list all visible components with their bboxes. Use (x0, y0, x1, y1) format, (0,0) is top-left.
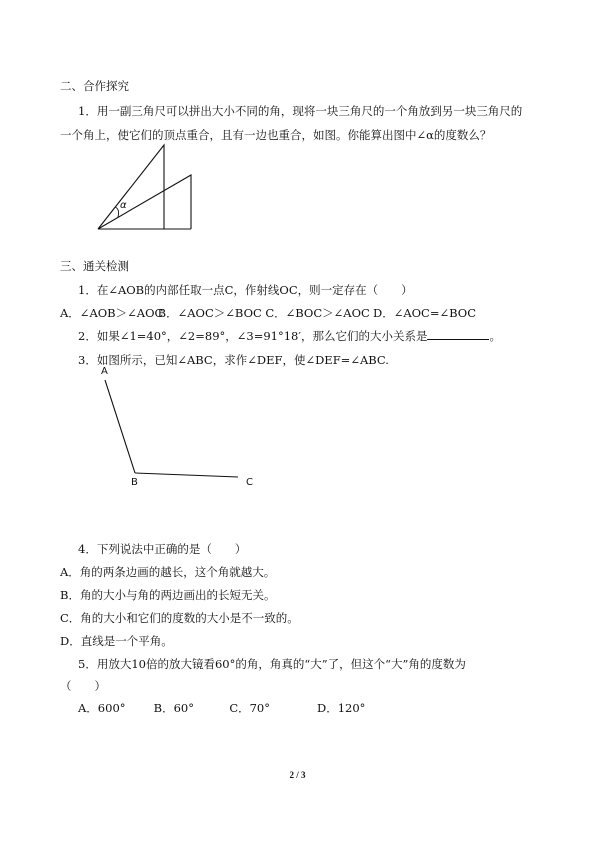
angle-alpha-arc (115, 207, 119, 217)
section-2-q1-line2: 一个角上，使它们的顶点重合，且有一边也重合，如图。你能算出图中∠α的度数么？ (60, 128, 492, 142)
point-c-label: C (246, 477, 253, 488)
q1-option-d: D．∠AOC=∠BOC (372, 306, 477, 320)
section-3-q5-line1: 5．用放大10倍的放大镜看60°的角，角真的“大”了，但这个“大”角的度数为 (78, 657, 466, 671)
q4-option-b: B．角的大小与角的两边画出的长短无关。 (60, 588, 276, 602)
triangle-a (98, 145, 164, 229)
q5-option-c: C．70° (229, 701, 270, 715)
angle-alpha-label: α (120, 200, 127, 211)
q2-text: 2．如果∠1=40°，∠2=89°，∠3=91°18′，那么它们的大小关系是 (78, 329, 428, 343)
q5-option-a: A．600° (78, 701, 126, 715)
section-2-q1-line1: 1．用一副三角尺可以拼出大小不同的角，现将一块三角尺的一个角放到另一块三角尺的 (78, 104, 523, 118)
q2-end: 。 (489, 329, 501, 343)
q1-option-a: A．∠AOB＞∠AOC (60, 306, 164, 320)
q5-option-b: B．60° (153, 701, 194, 715)
section-3-heading: 三、通关检测 (60, 259, 129, 273)
ray-bc (135, 473, 238, 477)
section-3-q5-line2: （ ） (60, 679, 106, 693)
q4-option-a: A．角的两条边画的越长，这个角就越大。 (60, 565, 276, 579)
q4-option-c: C．角的大小和它们的度数的大小是不一致的。 (60, 611, 299, 625)
section-3-q2 (78, 328, 501, 344)
section-3-q1-options (60, 305, 476, 321)
point-a-label: A (101, 366, 108, 377)
point-b-label: B (131, 477, 138, 488)
q5-option-d: D．120° (316, 701, 366, 715)
q2-answer-blank (427, 328, 489, 340)
section-3-q1: 1．在∠AOB的内部任取一点C，作射线OC，则一定存在（ ） (78, 283, 413, 297)
q4-option-d: D．直线是一个平角。 (60, 634, 173, 648)
q1-option-b: B．∠AOC＞∠BOC (157, 306, 262, 320)
q1-option-c: C．∠BOC＞∠AOC (265, 306, 370, 320)
section-3-q4: 4．下列说法中正确的是（ ） (78, 542, 247, 556)
section-3-q5-options (78, 700, 365, 716)
angle-abc-figure (90, 370, 250, 480)
section-3-q3: 3．如图所示，已知∠ABC，求作∠DEF，使∠DEF=∠ABC. (78, 353, 389, 367)
section-2-heading: 二、合作探究 (60, 79, 129, 93)
triangle-b (98, 175, 191, 229)
ray-ba (105, 380, 135, 473)
triangle-rulers-figure (96, 143, 198, 231)
page-number: 2 / 3 (289, 770, 306, 780)
